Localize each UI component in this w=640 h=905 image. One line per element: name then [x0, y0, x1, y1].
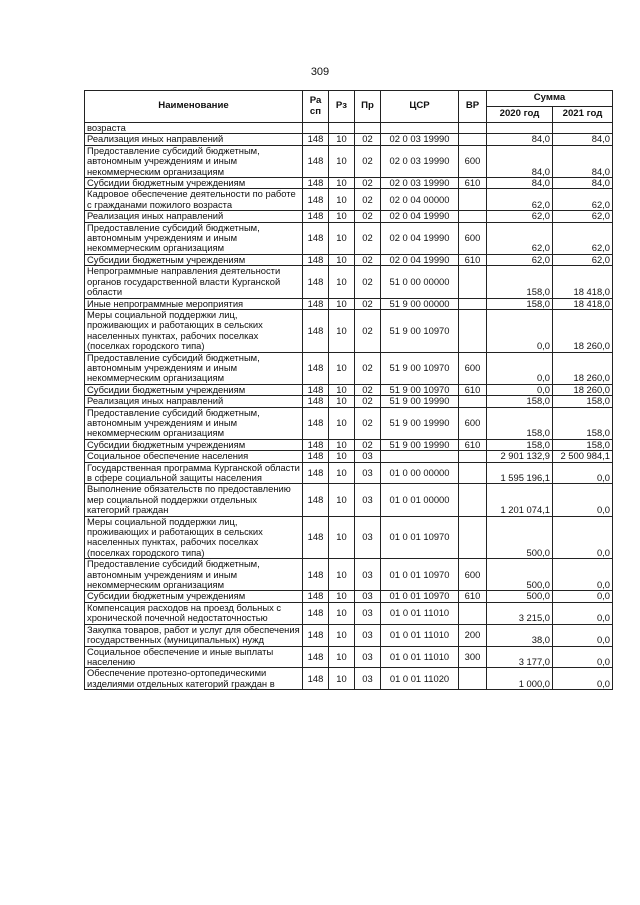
row-vr: [459, 462, 487, 484]
row-pr: 03: [355, 591, 381, 602]
row-sum-2020: [487, 123, 553, 134]
row-rz: 10: [329, 189, 355, 211]
row-rasp: 148: [303, 178, 329, 189]
row-sum-2020: 62,0: [487, 189, 553, 211]
row-sum-2020: 84,0: [487, 145, 553, 177]
row-vr: 610: [459, 254, 487, 265]
row-pr: 02: [355, 407, 381, 439]
row-vr: [459, 484, 487, 516]
row-sum-2021: 0,0: [553, 646, 613, 668]
row-name: Иные непрограммные мероприятия: [85, 298, 303, 309]
row-rasp: 148: [303, 254, 329, 265]
row-name: Предоставление субсидий бюджетным, автономным учреждениям и иным некоммерческим организациям: [85, 407, 303, 439]
row-vr: [459, 451, 487, 462]
row-csr: 51 0 00 00000: [381, 266, 459, 298]
row-csr: 02 0 04 00000: [381, 189, 459, 211]
row-name: Субсидии бюджетным учреждениям: [85, 254, 303, 265]
row-rasp: 148: [303, 211, 329, 222]
row-pr: 02: [355, 134, 381, 145]
row-name: Компенсация расходов на проезд больных с хронической почечной недостаточностью: [85, 602, 303, 624]
row-name: Реализация иных направлений: [85, 211, 303, 222]
row-name: Меры социальной поддержки лиц, проживающих и работающих в сельских населенных пунктах, рабочих поселках (поселках городского типа): [85, 309, 303, 352]
row-rasp: 148: [303, 222, 329, 254]
row-vr: [459, 189, 487, 211]
row-sum-2020: 0,0: [487, 384, 553, 395]
row-rz: 10: [329, 602, 355, 624]
row-sum-2021: 62,0: [553, 211, 613, 222]
row-sum-2021: 18 260,0: [553, 309, 613, 352]
row-rz: 10: [329, 145, 355, 177]
row-rz: 10: [329, 298, 355, 309]
row-vr: 610: [459, 178, 487, 189]
row-csr: 51 9 00 10970: [381, 352, 459, 384]
row-sum-2020: 158,0: [487, 266, 553, 298]
row-sum-2020: 62,0: [487, 222, 553, 254]
row-sum-2021: 158,0: [553, 396, 613, 407]
row-rz: 10: [329, 462, 355, 484]
table-row: [85, 407, 613, 439]
row-csr: 02 0 04 19990: [381, 211, 459, 222]
row-pr: 02: [355, 298, 381, 309]
row-sum-2021: 2 500 984,1: [553, 451, 613, 462]
row-sum-2020: 3 177,0: [487, 646, 553, 668]
table-row: [85, 668, 613, 690]
row-csr: 51 9 00 10970: [381, 309, 459, 352]
row-csr: 01 0 01 10970: [381, 559, 459, 591]
row-csr: 01 0 01 11010: [381, 602, 459, 624]
row-csr: 51 9 00 19990: [381, 407, 459, 439]
row-sum-2021: 0,0: [553, 462, 613, 484]
row-rz: 10: [329, 439, 355, 450]
header-name: Наименование: [85, 91, 303, 123]
row-sum-2021: 0,0: [553, 591, 613, 602]
row-pr: 02: [355, 178, 381, 189]
row-csr: [381, 451, 459, 462]
row-sum-2020: 500,0: [487, 591, 553, 602]
row-vr: 300: [459, 646, 487, 668]
row-csr: [381, 123, 459, 134]
row-rz: 10: [329, 407, 355, 439]
row-rz: 10: [329, 254, 355, 265]
row-sum-2020: 158,0: [487, 439, 553, 450]
row-vr: 600: [459, 407, 487, 439]
row-rasp: 148: [303, 591, 329, 602]
row-vr: 610: [459, 384, 487, 395]
row-rasp: 148: [303, 646, 329, 668]
row-rasp: 148: [303, 516, 329, 559]
row-csr: 01 0 01 10970: [381, 591, 459, 602]
table-row: [85, 189, 613, 211]
row-rasp: 148: [303, 624, 329, 646]
row-name: Социальное обеспечение и иные выплаты населению: [85, 646, 303, 668]
row-sum-2021: 18 418,0: [553, 266, 613, 298]
row-csr: 02 0 03 19990: [381, 134, 459, 145]
row-vr: 600: [459, 145, 487, 177]
row-vr: 200: [459, 624, 487, 646]
row-sum-2021: 18 260,0: [553, 352, 613, 384]
row-csr: 51 9 00 10970: [381, 384, 459, 395]
row-sum-2021: 0,0: [553, 668, 613, 690]
row-vr: [459, 602, 487, 624]
row-name: Субсидии бюджетным учреждениям: [85, 439, 303, 450]
header-rz: Рз: [329, 91, 355, 123]
table-row: [85, 254, 613, 265]
row-sum-2020: 0,0: [487, 352, 553, 384]
header-csr: ЦСР: [381, 91, 459, 123]
row-vr: [459, 266, 487, 298]
row-rasp: 148: [303, 439, 329, 450]
row-sum-2020: 2 901 132,9: [487, 451, 553, 462]
table-row: [85, 624, 613, 646]
row-rz: 10: [329, 178, 355, 189]
row-sum-2020: 62,0: [487, 211, 553, 222]
row-sum-2021: 0,0: [553, 559, 613, 591]
row-pr: 03: [355, 624, 381, 646]
table-row: [85, 451, 613, 462]
row-name: Государственная программа Курганской области в сфере социальной защиты населения: [85, 462, 303, 484]
row-vr: [459, 668, 487, 690]
table-row: [85, 309, 613, 352]
row-name: Меры социальной поддержки лиц, проживающих и работающих в сельских населенных пунктах, рабочих поселках (поселках городского типа): [85, 516, 303, 559]
header-sum: Сумма: [487, 91, 613, 107]
row-sum-2021: 84,0: [553, 134, 613, 145]
row-vr: [459, 516, 487, 559]
row-rz: 10: [329, 668, 355, 690]
row-rz: 10: [329, 384, 355, 395]
row-rz: 10: [329, 352, 355, 384]
row-pr: 03: [355, 602, 381, 624]
page-number: 309: [310, 66, 330, 78]
table-row: [85, 384, 613, 395]
row-rasp: 148: [303, 309, 329, 352]
table-row: [85, 211, 613, 222]
table-body: [85, 123, 613, 690]
row-rasp: 148: [303, 134, 329, 145]
row-pr: 02: [355, 254, 381, 265]
row-sum-2020: 84,0: [487, 134, 553, 145]
row-pr: 03: [355, 462, 381, 484]
row-sum-2020: 84,0: [487, 178, 553, 189]
row-csr: 01 0 01 10970: [381, 516, 459, 559]
table-row: [85, 352, 613, 384]
row-rz: 10: [329, 396, 355, 407]
row-sum-2020: 3 215,0: [487, 602, 553, 624]
row-pr: 02: [355, 222, 381, 254]
row-rasp: 148: [303, 602, 329, 624]
row-sum-2021: 62,0: [553, 254, 613, 265]
row-csr: 51 9 00 00000: [381, 298, 459, 309]
table-row: [85, 646, 613, 668]
row-sum-2021: 84,0: [553, 145, 613, 177]
row-rz: 10: [329, 484, 355, 516]
row-sum-2020: 500,0: [487, 559, 553, 591]
row-pr: 02: [355, 396, 381, 407]
row-name: Кадровое обеспечение деятельности по работе с гражданами пожилого возраста: [85, 189, 303, 211]
row-rasp: 148: [303, 266, 329, 298]
row-rasp: 148: [303, 189, 329, 211]
table-row: [85, 266, 613, 298]
row-rz: 10: [329, 222, 355, 254]
row-sum-2020: 62,0: [487, 254, 553, 265]
row-rasp: 148: [303, 559, 329, 591]
row-sum-2021: 0,0: [553, 602, 613, 624]
row-pr: 03: [355, 668, 381, 690]
row-name: Реализация иных направлений: [85, 396, 303, 407]
row-pr: 02: [355, 309, 381, 352]
row-sum-2020: 158,0: [487, 396, 553, 407]
row-sum-2021: 18 260,0: [553, 384, 613, 395]
row-name: Предоставление субсидий бюджетным, автономным учреждениям и иным некоммерческим организациям: [85, 559, 303, 591]
table-row: [85, 145, 613, 177]
row-name: Субсидии бюджетным учреждениям: [85, 384, 303, 395]
row-name: Непрограммные направления деятельности органов государственной власти Курганской области: [85, 266, 303, 298]
row-rz: 10: [329, 451, 355, 462]
row-pr: 03: [355, 484, 381, 516]
row-vr: [459, 396, 487, 407]
row-pr: 03: [355, 451, 381, 462]
row-rasp: 148: [303, 668, 329, 690]
row-vr: [459, 309, 487, 352]
row-sum-2021: 62,0: [553, 189, 613, 211]
table-row: [85, 178, 613, 189]
row-vr: [459, 123, 487, 134]
row-rasp: 148: [303, 484, 329, 516]
row-pr: 02: [355, 352, 381, 384]
row-vr: [459, 211, 487, 222]
row-vr: 610: [459, 439, 487, 450]
row-rasp: 148: [303, 396, 329, 407]
budget-table: [84, 90, 613, 690]
row-sum-2020: 158,0: [487, 298, 553, 309]
row-rz: 10: [329, 134, 355, 145]
row-name: Закупка товаров, работ и услуг для обеспечения государственных (муниципальных) нужд: [85, 624, 303, 646]
row-name: Предоставление субсидий бюджетным, автономным учреждениям и иным некоммерческим организациям: [85, 145, 303, 177]
row-name: Субсидии бюджетным учреждениям: [85, 591, 303, 602]
row-rz: 10: [329, 309, 355, 352]
table-row: [85, 123, 613, 134]
table-row: [85, 516, 613, 559]
row-rz: 10: [329, 624, 355, 646]
row-name: Выполнение обязательств по предоставлению мер социальной поддержки отдельных категорий граждан: [85, 484, 303, 516]
row-sum-2021: [553, 123, 613, 134]
table-row: [85, 484, 613, 516]
row-sum-2020: 1 201 074,1: [487, 484, 553, 516]
row-csr: 01 0 01 11020: [381, 668, 459, 690]
table-row: [85, 222, 613, 254]
row-pr: 02: [355, 266, 381, 298]
row-csr: 51 9 00 19990: [381, 396, 459, 407]
table-row: [85, 559, 613, 591]
row-name: Предоставление субсидий бюджетным, автономным учреждениям и иным некоммерческим организациям: [85, 222, 303, 254]
header-pr: Пр: [355, 91, 381, 123]
row-rasp: 148: [303, 451, 329, 462]
row-sum-2020: 0,0: [487, 309, 553, 352]
row-rasp: 148: [303, 384, 329, 395]
row-rz: 10: [329, 646, 355, 668]
row-sum-2020: 1 000,0: [487, 668, 553, 690]
row-csr: 01 0 01 11010: [381, 624, 459, 646]
header-vr: ВР: [459, 91, 487, 123]
row-csr: 51 9 00 19990: [381, 439, 459, 450]
row-rz: 10: [329, 266, 355, 298]
row-rz: 10: [329, 591, 355, 602]
table-row: [85, 134, 613, 145]
row-pr: 03: [355, 516, 381, 559]
row-name: Социальное обеспечение населения: [85, 451, 303, 462]
row-sum-2020: 1 595 196,1: [487, 462, 553, 484]
row-vr: [459, 298, 487, 309]
row-sum-2020: 38,0: [487, 624, 553, 646]
row-rasp: 148: [303, 407, 329, 439]
table-row: [85, 591, 613, 602]
row-rz: 10: [329, 516, 355, 559]
row-rasp: [303, 123, 329, 134]
row-csr: 02 0 04 19990: [381, 222, 459, 254]
row-vr: 600: [459, 222, 487, 254]
row-name: возраста: [85, 123, 303, 134]
row-sum-2021: 0,0: [553, 484, 613, 516]
row-pr: 02: [355, 211, 381, 222]
row-sum-2021: 0,0: [553, 516, 613, 559]
row-csr: 02 0 03 19990: [381, 145, 459, 177]
row-name: Реализация иных направлений: [85, 134, 303, 145]
row-sum-2021: 0,0: [553, 624, 613, 646]
row-vr: 600: [459, 559, 487, 591]
table-row: [85, 439, 613, 450]
row-sum-2021: 84,0: [553, 178, 613, 189]
row-rasp: 148: [303, 298, 329, 309]
row-pr: [355, 123, 381, 134]
header-rasp: Ра сп: [303, 91, 329, 123]
row-sum-2021: 18 418,0: [553, 298, 613, 309]
row-pr: 03: [355, 559, 381, 591]
row-name: Обеспечение протезно-ортопедическими изделиями отдельных категорий граждан в: [85, 668, 303, 690]
row-vr: [459, 134, 487, 145]
row-pr: 02: [355, 189, 381, 211]
row-csr: 02 0 04 19990: [381, 254, 459, 265]
row-name: Субсидии бюджетным учреждениям: [85, 178, 303, 189]
table-row: [85, 396, 613, 407]
row-sum-2021: 158,0: [553, 407, 613, 439]
row-name: Предоставление субсидий бюджетным, автономным учреждениям и иным некоммерческим организациям: [85, 352, 303, 384]
row-vr: 610: [459, 591, 487, 602]
row-rasp: 148: [303, 352, 329, 384]
row-rz: 10: [329, 211, 355, 222]
row-sum-2021: 62,0: [553, 222, 613, 254]
row-vr: 600: [459, 352, 487, 384]
row-csr: 01 0 01 00000: [381, 484, 459, 516]
header-2021: 2021 год: [553, 107, 613, 123]
row-pr: 03: [355, 646, 381, 668]
row-sum-2020: 158,0: [487, 407, 553, 439]
row-sum-2021: 158,0: [553, 439, 613, 450]
row-rasp: 148: [303, 145, 329, 177]
table-row: [85, 602, 613, 624]
row-rasp: 148: [303, 462, 329, 484]
row-rz: 10: [329, 559, 355, 591]
row-csr: 02 0 03 19990: [381, 178, 459, 189]
row-csr: 01 0 01 11010: [381, 646, 459, 668]
table-row: [85, 462, 613, 484]
row-pr: 02: [355, 145, 381, 177]
row-rz: [329, 123, 355, 134]
header-2020: 2020 год: [487, 107, 553, 123]
row-csr: 01 0 00 00000: [381, 462, 459, 484]
row-sum-2020: 500,0: [487, 516, 553, 559]
row-pr: 02: [355, 439, 381, 450]
table-row: [85, 298, 613, 309]
row-pr: 02: [355, 384, 381, 395]
